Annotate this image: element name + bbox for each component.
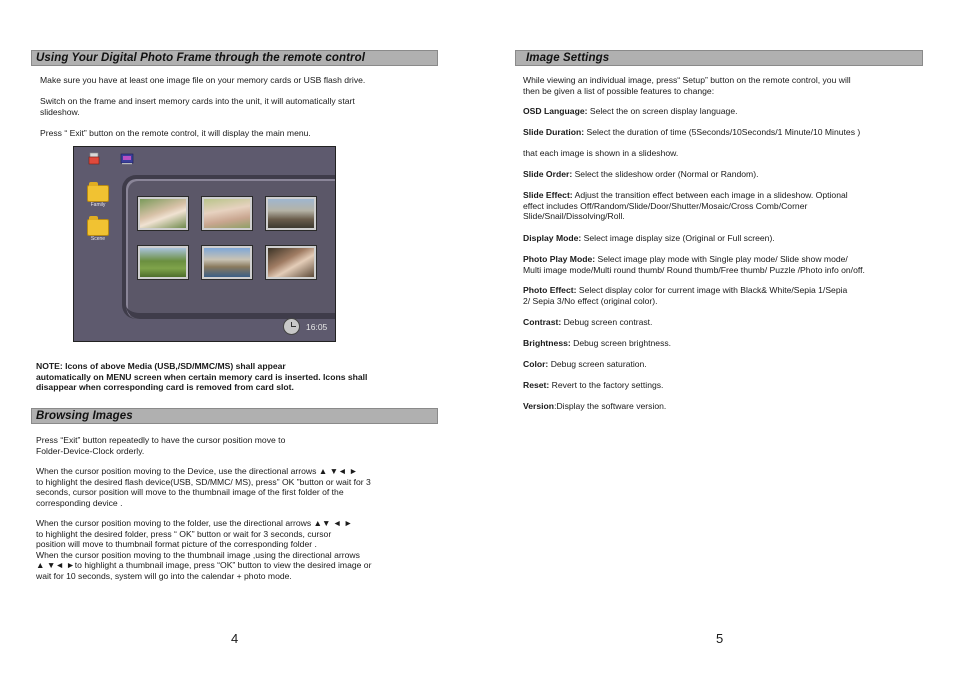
setting-color	[523, 359, 948, 370]
setting-photo-effect	[523, 285, 948, 306]
folder-label: Family	[90, 202, 106, 208]
setting-description: Select image display size (Original or Full screen).	[581, 233, 775, 243]
setting-version	[523, 401, 948, 412]
text-line: Slide/Snail/Dissolving/Roll.	[523, 211, 625, 222]
paragraph-folder-navigation	[36, 518, 456, 582]
text-line: then be given a list of possible features to change:	[523, 85, 715, 96]
section-title: Using Your Digital Photo Frame through the remote control	[36, 52, 365, 64]
text-line: 2/ Sepia 3/No effect (original color).	[523, 295, 658, 306]
text-line: Press “Exit” button repeatedly to have the cursor position move to	[36, 435, 286, 445]
text-line: to highlight the desired flash device(USB, SD/MMC/ MS), press” OK ”button or wait for 3	[36, 476, 371, 487]
text-line: corresponding device .	[36, 497, 123, 508]
section-header-remote-control	[31, 50, 438, 66]
setting-slide-effect	[523, 190, 948, 222]
folder-label: Scene	[90, 236, 106, 242]
setting-osd-language	[523, 106, 948, 117]
setting-photo-play-mode	[523, 254, 948, 275]
thumbnail-image[interactable]	[265, 196, 317, 231]
setting-label: Display Mode:	[523, 233, 582, 243]
note-media-icons	[36, 361, 456, 393]
setting-description: Select the slideshow order (Normal or Random).	[572, 169, 759, 179]
clock-time: 16:05	[306, 322, 328, 332]
thumbnail-image[interactable]	[137, 245, 189, 280]
setting-slide-duration-continued: that each image is shown in a slideshow.	[523, 148, 679, 158]
memory-card-icon	[120, 152, 134, 165]
paragraph-intro	[523, 75, 948, 96]
device-bar	[74, 147, 335, 173]
setting-description: Debug screen brightness.	[570, 338, 672, 348]
setting-contrast	[523, 317, 948, 328]
setting-description: Select image play mode with Single play mode/ Slide show mode/	[595, 254, 848, 264]
setting-description: Debug screen contrast.	[561, 317, 653, 327]
paragraph-press-exit: Press “ Exit” button on the remote control, it will display the main menu.	[40, 128, 311, 138]
text-line: When the cursor position moving to the thumbnail image ,using the directional arrows	[36, 549, 360, 560]
text-line: effect includes Off/Random/Slide/Door/Shutter/Mosaic/Cross Comb/Corner	[523, 200, 808, 211]
paragraph-press-exit-repeatedly	[36, 435, 456, 456]
setting-label: Version	[523, 401, 555, 411]
setting-label: Color:	[523, 359, 549, 369]
page-number: 4	[231, 631, 239, 646]
section-title: Browsing Images	[36, 410, 133, 422]
text-line: When the cursor position moving to the Device, use the directional arrows ▲ ▼◄ ►	[36, 466, 358, 476]
note-line: automatically on MENU screen when certain memory card is inserted. Icons shall	[36, 371, 368, 382]
right-page	[477, 0, 954, 688]
paragraph-device-navigation	[36, 466, 456, 508]
folder-icon	[87, 219, 109, 236]
setting-reset	[523, 380, 948, 391]
text-line: Multi image mode/Multi round thumb/ Round thumb/Free thumb/ Puzzle /Photo info on/off.	[523, 264, 865, 275]
paragraph-intro: Make sure you have at least one image file on your memory cards or USB flash drive.	[40, 75, 366, 85]
setting-label: Slide Order:	[523, 169, 573, 179]
setting-description: Revert to the factory settings.	[549, 380, 664, 390]
thumbnail-image[interactable]	[137, 196, 189, 231]
note-line: NOTE: Icons of above Media (USB,/SD/MMC/MS) shall appear	[36, 361, 286, 371]
folder-scene[interactable]	[87, 219, 109, 255]
clock-icon[interactable]	[283, 318, 300, 335]
setting-label: Slide Effect:	[523, 190, 573, 200]
setting-description: Select display color for current image with Black& White/Sepia 1/Sepia	[576, 285, 848, 295]
note-line: disappear when corresponding card is removed from card slot.	[36, 382, 294, 393]
setting-description: :Display the software version.	[554, 401, 667, 411]
text-line: wait for 10 seconds, system will go into the calendar + photo mode.	[36, 570, 292, 581]
text-line: While viewing an individual image, press“ Setup” button on the remote control, you will	[523, 75, 851, 85]
text-line: When the cursor position moving to the folder, use the directional arrows ▲▼ ◄ ►	[36, 518, 353, 528]
paragraph-switch-on-line2: slideshow.	[40, 107, 80, 117]
setting-label: Slide Duration:	[523, 127, 585, 137]
setting-description: Adjust the transition effect between each image in a slideshow. Optional	[572, 190, 848, 200]
section-title: Image Settings	[526, 52, 610, 64]
setting-label: Photo Effect:	[523, 285, 577, 295]
thumbnail-image[interactable]	[201, 245, 253, 280]
setting-label: Reset:	[523, 380, 550, 390]
setting-display-mode	[523, 233, 948, 244]
setting-description: Debug screen saturation.	[548, 359, 647, 369]
setting-description: Select the duration of time (5Seconds/10Seconds/1 Minute/10 Minutes )	[584, 127, 861, 137]
text-line: to highlight the desired folder, press “ OK” button or wait for 3 seconds, cursor	[36, 528, 332, 539]
setting-label: Brightness:	[523, 338, 571, 348]
paragraph-switch-on-line1: Switch on the frame and insert memory cards into the unit, it will automatically start	[40, 96, 355, 106]
page-number: 5	[716, 631, 724, 646]
setting-slide-order	[523, 169, 948, 180]
text-line: Folder-Device-Clock orderly.	[36, 445, 145, 456]
setting-label: OSD Language:	[523, 106, 588, 116]
setting-label: Photo Play Mode:	[523, 254, 596, 264]
section-header-image-settings	[515, 50, 923, 66]
text-line: position will move to thumbnail format picture of the corresponding folder .	[36, 539, 317, 550]
setting-description: Select the on screen display language.	[587, 106, 738, 116]
folder-icon	[87, 185, 109, 202]
usb-icon	[87, 152, 101, 165]
section-header-browsing-images	[31, 408, 438, 424]
thumbnail-image[interactable]	[265, 245, 317, 280]
setting-slide-duration	[523, 127, 948, 138]
setting-brightness	[523, 338, 948, 349]
text-line: seconds, cursor position will move to the thumbnail image of the first folder of the	[36, 487, 344, 498]
main-menu-screenshot	[73, 146, 336, 342]
text-line: ▲ ▼◄ ►to highlight a thumbnail image, press “OK” button to view the desired image or	[36, 560, 372, 571]
thumbnail-image[interactable]	[201, 196, 253, 231]
setting-label: Contrast:	[523, 317, 562, 327]
